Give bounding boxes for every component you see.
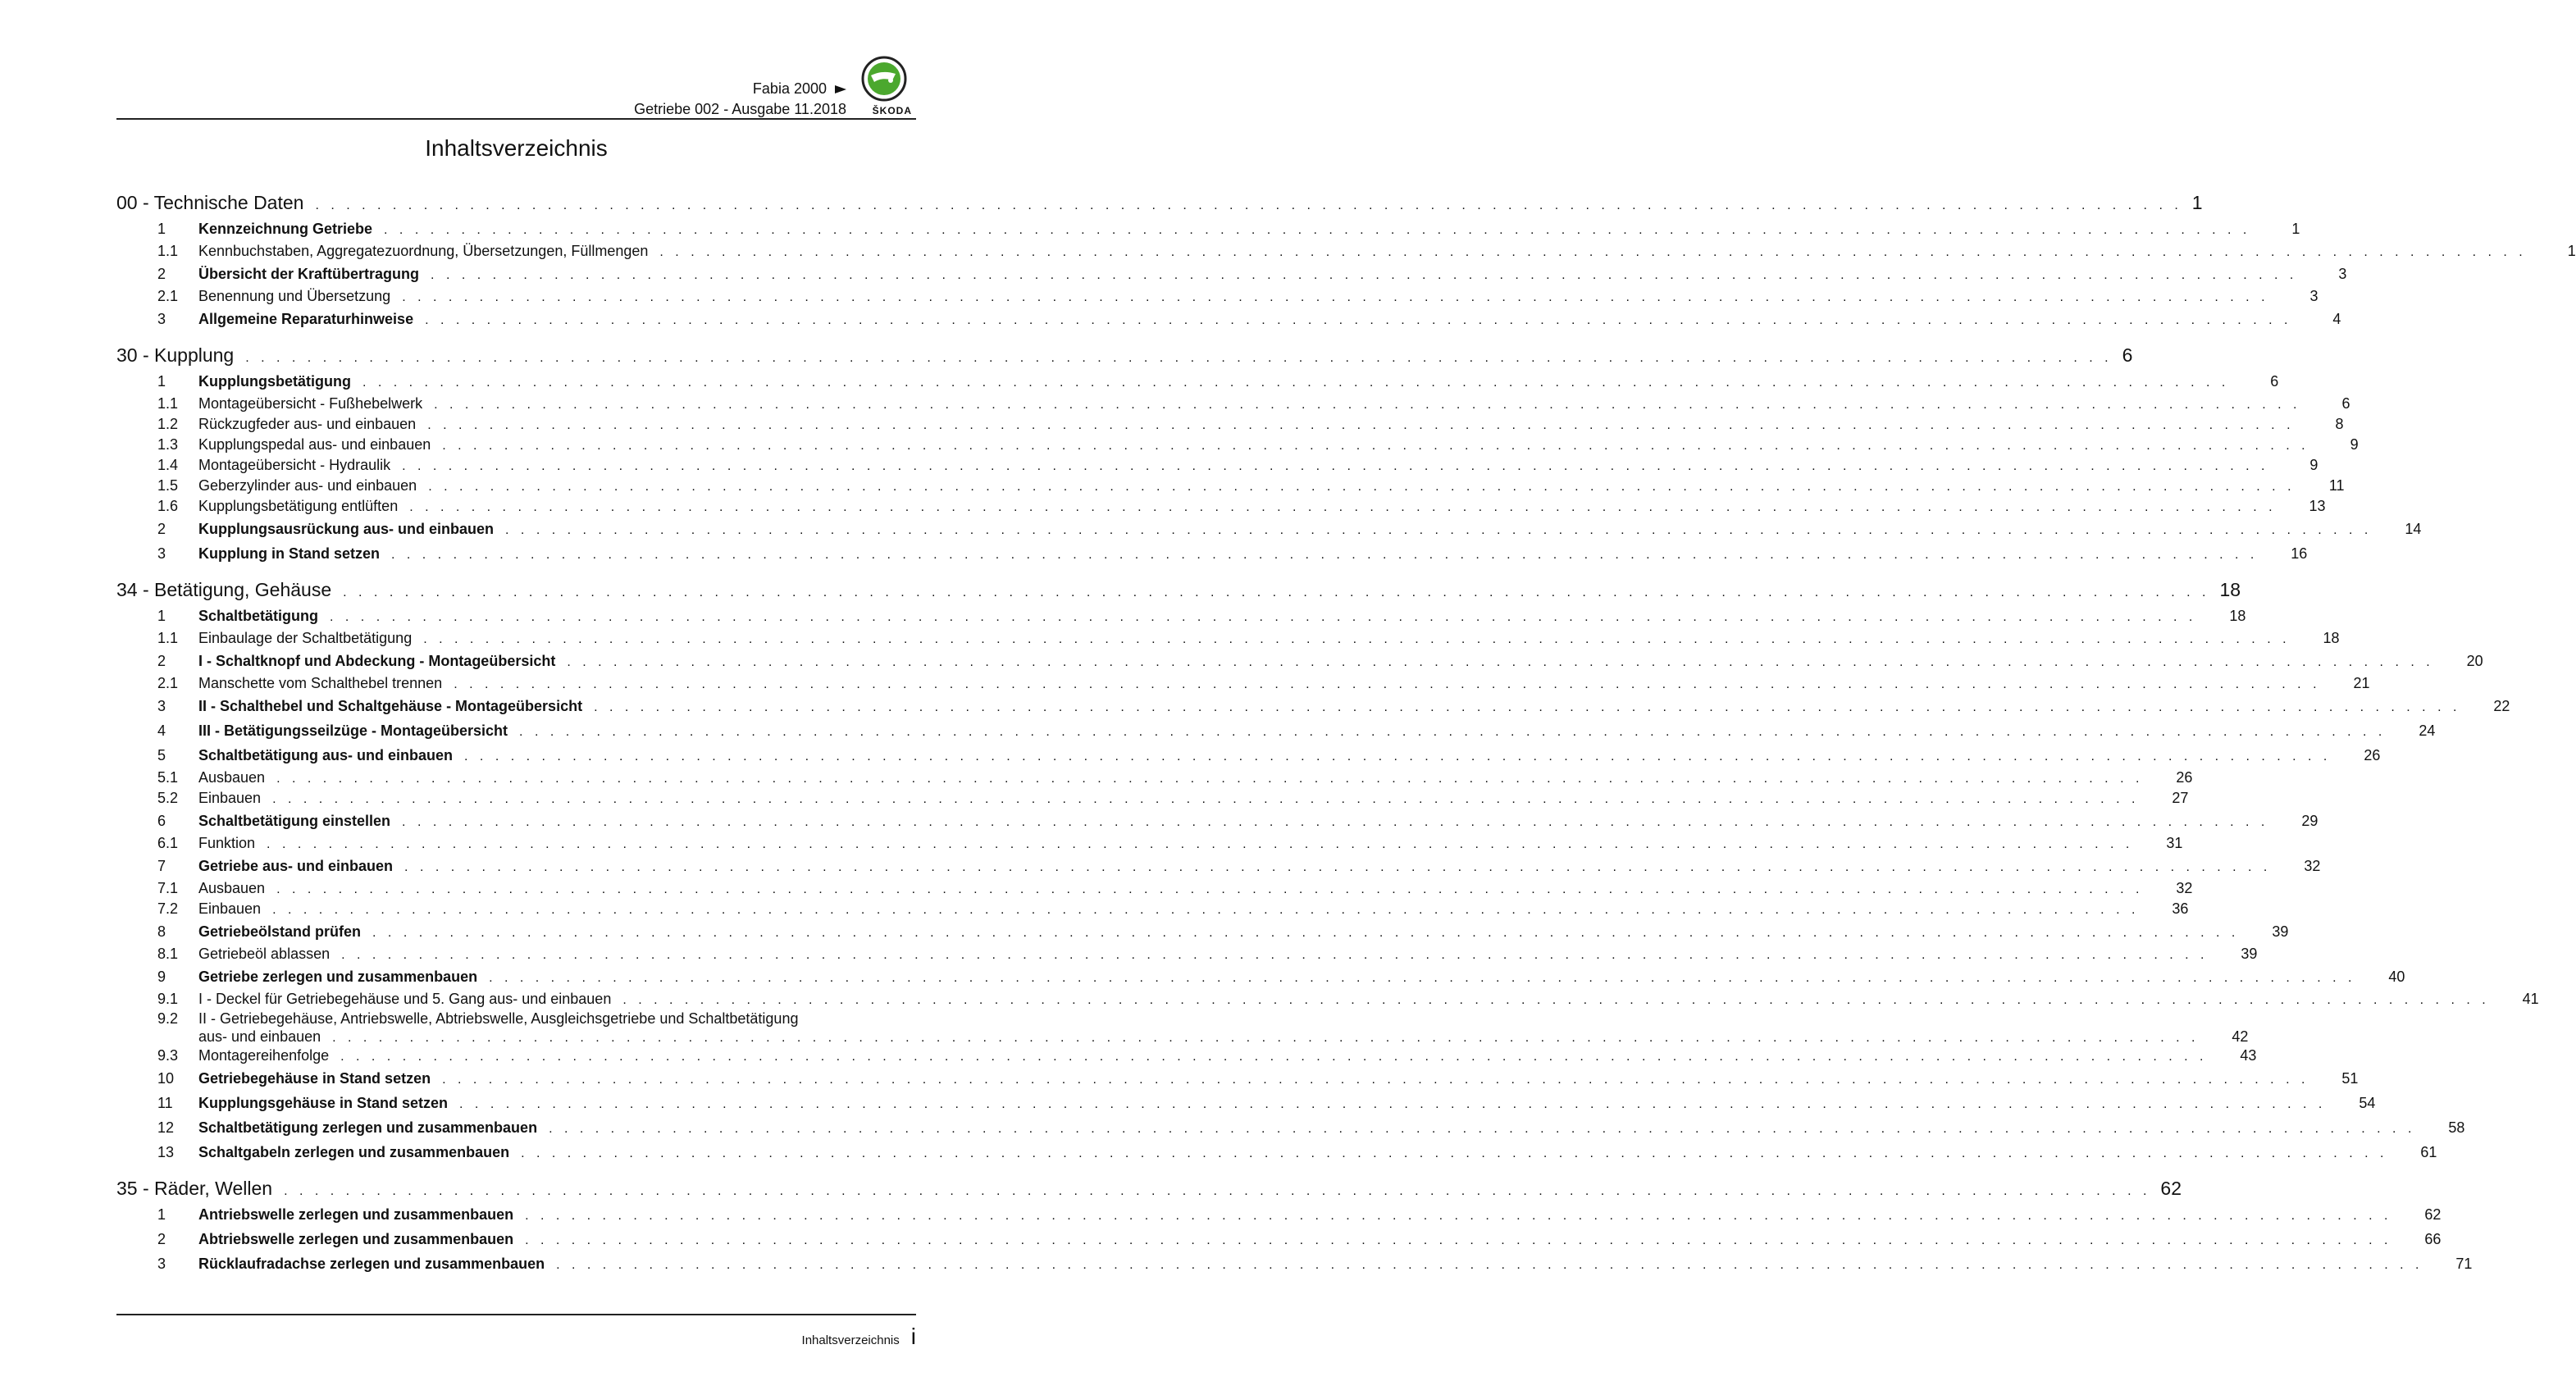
entry-label: Einbaulage der Schaltbetätigung	[198, 630, 413, 646]
toc-entry[interactable]	[116, 286, 2318, 307]
entry-number: 1.2	[157, 416, 179, 432]
toc-entry[interactable]	[116, 944, 2258, 964]
entry-number: 4	[157, 722, 166, 739]
page-title: Inhaltsverzeichnis	[425, 135, 608, 161]
entry-number: 6	[157, 813, 166, 829]
entry-label: Einbauen	[198, 900, 262, 917]
entry-page: 26	[2176, 769, 2193, 786]
entry-label: Schaltbetätigung zerlegen und zusammenbauen	[198, 1119, 538, 1136]
dot-leader	[402, 287, 2268, 308]
entry-label: Einbauen	[198, 790, 262, 806]
entry-number: 12	[157, 1119, 175, 1136]
entry-label: Schaltbetätigung	[198, 608, 319, 624]
entry-label: Schaltbetätigung aus- und einbauen	[198, 747, 454, 763]
brand-wordmark: ŠKODA	[872, 105, 912, 116]
toc-entry[interactable]	[116, 649, 2483, 673]
entry-label: Montageübersicht - Fußhebelwerk	[198, 395, 423, 412]
toc-entry[interactable]	[116, 833, 2183, 854]
dot-leader	[556, 1253, 2423, 1278]
entry-page: 14	[2405, 521, 2422, 537]
dot-leader	[362, 371, 2229, 395]
entry-label: Antriebswelle zerlegen und zusammenbauen	[198, 1206, 514, 1223]
entry-label: Getriebe aus- und einbauen	[198, 858, 394, 874]
entry-number: 1.4	[157, 457, 179, 473]
chapter-title: 35 - Räder, Wellen	[116, 1178, 273, 1199]
entry-label: Manschette vom Schalthebel trennen	[198, 675, 443, 691]
dot-leader	[521, 1142, 2387, 1166]
dot-leader	[594, 695, 2460, 720]
entry-label: III - Betätigungsseilzüge - Montageübersicht	[198, 722, 508, 739]
entry-page: 6	[2270, 373, 2279, 390]
entry-label: Kupplungsgehäuse in Stand setzen	[198, 1095, 449, 1111]
dot-leader	[431, 263, 2297, 288]
entry-label: Kupplung in Stand setzen	[198, 545, 380, 562]
entry-page: 22	[2493, 698, 2510, 714]
entry-page: 31	[2166, 835, 2183, 851]
dot-leader	[427, 415, 2294, 435]
entry-label: Ausbauen	[198, 769, 266, 786]
dot-leader	[659, 242, 2526, 262]
entry-page: 66	[2424, 1231, 2442, 1247]
entry-page: 29	[2301, 813, 2318, 829]
dot-leader	[284, 1178, 2150, 1206]
entry-label: Getriebegehäuse in Stand setzen	[198, 1070, 431, 1087]
entry-label: Benennung und Übersetzung	[198, 288, 391, 304]
dot-leader	[489, 966, 2355, 991]
entry-number: 13	[157, 1144, 175, 1160]
toc-entry[interactable]	[116, 788, 2189, 809]
dot-leader	[505, 518, 2372, 543]
dot-leader	[402, 456, 2268, 476]
toc-entry[interactable]	[116, 1251, 2473, 1276]
entry-label: Kupplungsbetätigung	[198, 373, 351, 390]
entry-number: 3	[157, 698, 166, 714]
chapter-title: 34 - Betätigung, Gehäuse	[116, 579, 332, 600]
entry-label: Getriebe zerlegen und zusammenbauen	[198, 969, 478, 985]
dot-leader	[402, 810, 2268, 835]
entry-page: 1	[2291, 221, 2300, 237]
entry-number: 1.1	[157, 243, 179, 259]
entry-page: 18	[2229, 608, 2246, 624]
entry-number: 10	[157, 1070, 175, 1087]
dot-leader	[425, 308, 2291, 333]
entry-number: 2.1	[157, 675, 179, 691]
toc-chapter[interactable]	[116, 576, 2241, 604]
toc-entry[interactable]	[116, 768, 2193, 788]
entry-number: 9	[157, 969, 166, 985]
toc-entry[interactable]	[116, 1227, 2442, 1251]
dot-leader	[519, 720, 2386, 745]
entry-page: 71	[2455, 1256, 2473, 1272]
toc-entry[interactable]	[116, 1202, 2442, 1227]
toc-entry[interactable]	[116, 809, 2318, 833]
entry-number: 2	[157, 521, 166, 537]
toc-entry[interactable]	[116, 694, 2510, 718]
entry-page: 21	[2353, 675, 2370, 691]
entry-page: 32	[2304, 858, 2321, 874]
header-subtitle: Getriebe 002 - Ausgabe 11.2018	[634, 101, 846, 117]
entry-page: 41	[2522, 991, 2539, 1007]
toc-chapter[interactable]	[116, 1174, 2182, 1202]
entry-page: 8	[2335, 416, 2344, 432]
entry-number: 3	[157, 1256, 166, 1272]
entry-page: 6	[2341, 395, 2350, 412]
toc-entry[interactable]	[116, 241, 2576, 262]
entry-page: 18	[2323, 630, 2340, 646]
entry-number: 9.3	[157, 1047, 179, 1064]
entry-number: 7.2	[157, 900, 179, 917]
entry-number: 1.3	[157, 436, 179, 453]
chapter-page: 6	[2122, 344, 2133, 366]
entry-page: 62	[2424, 1206, 2442, 1223]
entry-page: 13	[2309, 498, 2326, 514]
toc-entry[interactable]	[116, 476, 2345, 496]
page-footer	[802, 1324, 916, 1350]
entry-page: 42	[2232, 1028, 2249, 1045]
entry-page: 4	[2332, 311, 2341, 327]
dot-leader	[384, 218, 2250, 243]
entry-number: 5.2	[157, 790, 179, 806]
entry-label: Ausbauen	[198, 880, 266, 896]
skoda-logo	[855, 56, 914, 118]
entry-number: 1	[157, 1206, 166, 1223]
entry-label: Schaltbetätigung einstellen	[198, 813, 391, 829]
page-header	[116, 56, 914, 121]
toc-entry[interactable]	[116, 1010, 2249, 1046]
toc-entry[interactable]	[116, 262, 2347, 286]
entry-label: Kennbuchstaben, Aggregatezuordnung, Übersetzungen, Füllmengen	[198, 243, 649, 259]
dot-leader	[276, 768, 2143, 789]
chapter-title: 00 - Technische Daten	[116, 192, 304, 213]
entry-label: II - Getriebegehäuse, Antriebswelle, Abtriebswelle, Ausgleichsgetriebe und Schaltbetätigung	[198, 1010, 799, 1027]
entry-page: 9	[2309, 457, 2318, 473]
entry-page: 11	[2328, 477, 2345, 494]
toc-entry[interactable]	[116, 1091, 2376, 1115]
toc-entry[interactable]	[116, 743, 2381, 768]
toc-entry[interactable]	[116, 964, 2405, 989]
arrow-right-icon	[835, 85, 846, 93]
toc-entry[interactable]	[116, 673, 2370, 694]
entry-number: 8	[157, 923, 166, 940]
dot-leader	[567, 650, 2433, 675]
dot-leader	[525, 1228, 2391, 1253]
entry-label: Kennzeichnung Getriebe	[198, 221, 373, 237]
entry-page: 16	[2291, 545, 2308, 562]
toc-entry[interactable]	[116, 496, 2326, 517]
toc-chapter[interactable]	[116, 341, 2133, 369]
entry-number: 1.6	[157, 498, 179, 514]
entry-number: 2	[157, 266, 166, 282]
entry-label-continued	[198, 1028, 2209, 1047]
entry-page: 40	[2388, 969, 2405, 985]
entry-label: Montagereihenfolge	[198, 1047, 330, 1064]
dot-leader	[404, 855, 2271, 880]
entry-page: 36	[2172, 900, 2189, 917]
chapter-page: 18	[2219, 579, 2241, 600]
toc-entry[interactable]	[116, 435, 2359, 455]
toc-entry[interactable]	[116, 455, 2318, 476]
entry-number: 9.1	[157, 991, 179, 1007]
dot-leader	[549, 1117, 2415, 1142]
entry-number: 5	[157, 747, 166, 763]
entry-number: 5.1	[157, 769, 179, 786]
dot-leader	[391, 543, 2258, 567]
dot-leader	[272, 789, 2139, 809]
entry-page: 24	[2419, 722, 2436, 739]
toc-entry[interactable]	[116, 899, 2189, 919]
chapter-title: 30 - Kupplung	[116, 344, 235, 366]
entry-number: 8.1	[157, 946, 179, 962]
entry-page: 61	[2420, 1144, 2437, 1160]
toc-entry[interactable]	[116, 1066, 2359, 1091]
toc-entry[interactable]	[116, 718, 2436, 743]
dot-leader	[315, 192, 2182, 220]
entry-page: 32	[2176, 880, 2193, 896]
toc-entry[interactable]	[116, 628, 2340, 649]
entry-label: II - Schalthebel und Schaltgehäuse - Montageübersicht	[198, 698, 583, 714]
entry-label: Rücklaufradachse zerlegen und zusammenbauen	[198, 1256, 545, 1272]
dot-leader	[343, 579, 2209, 607]
entry-page: 27	[2172, 790, 2189, 806]
dot-leader	[332, 1029, 2199, 1047]
footer-divider	[116, 1314, 916, 1315]
entry-label: I - Deckel für Getriebegehäuse und 5. Gang aus- und einbauen	[198, 991, 612, 1007]
dot-leader	[622, 990, 2489, 1010]
entry-label: Kupplungsbetätigung entlüften	[198, 498, 399, 514]
entry-page: 1	[2567, 243, 2576, 259]
entry-label: Abtriebswelle zerlegen und zusammenbauen	[198, 1231, 514, 1247]
dot-leader	[464, 745, 2331, 769]
dot-leader	[276, 879, 2143, 900]
entry-page: 3	[2309, 288, 2318, 304]
dot-leader	[372, 921, 2239, 946]
entry-number: 9.2	[157, 1010, 179, 1027]
entry-number: 2.1	[157, 288, 179, 304]
header-model-line	[753, 79, 846, 99]
entry-page: 26	[2364, 747, 2381, 763]
entry-label: Getriebeölstand prüfen	[198, 923, 362, 940]
entry-page: 3	[2338, 266, 2347, 282]
dot-leader	[272, 900, 2139, 920]
entry-label: Rückzugfeder aus- und einbauen	[198, 416, 417, 432]
entry-page: 54	[2359, 1095, 2376, 1111]
toc-entry[interactable]	[116, 854, 2321, 878]
entry-label: Montageübersicht - Hydraulik	[198, 457, 391, 473]
dot-leader	[267, 834, 2133, 855]
dot-leader	[459, 1092, 2326, 1117]
entry-number: 1	[157, 221, 166, 237]
toc-entry[interactable]	[116, 1115, 2465, 1140]
dot-leader	[442, 435, 2309, 456]
entry-page: 20	[2466, 653, 2483, 669]
dot-leader	[434, 394, 2300, 415]
entry-number: 7.1	[157, 880, 179, 896]
toc-entry[interactable]	[116, 369, 2279, 394]
footer-page-number: i	[910, 1324, 916, 1349]
entry-label-block	[198, 1010, 2209, 1047]
entry-label: Allgemeine Reparaturhinweise	[198, 311, 414, 327]
entry-label: Getriebeöl ablassen	[198, 946, 331, 962]
entry-label: Kupplungsausrückung aus- und einbauen	[198, 521, 495, 537]
toc-chapter[interactable]	[116, 189, 2203, 216]
dot-leader	[442, 1068, 2309, 1092]
entry-label: Geberzylinder aus- und einbauen	[198, 477, 417, 494]
entry-number: 1	[157, 608, 166, 624]
dot-leader	[340, 1046, 2207, 1067]
entry-page: 51	[2341, 1070, 2359, 1087]
dot-leader	[525, 1204, 2391, 1228]
entry-page: 39	[2272, 923, 2289, 940]
entry-label: Kupplungspedal aus- und einbauen	[198, 436, 431, 453]
entry-page: 9	[2350, 436, 2359, 453]
chapter-page: 62	[2160, 1178, 2182, 1199]
toc-entry[interactable]	[116, 1046, 2257, 1066]
entry-page: 58	[2448, 1119, 2465, 1136]
entry-label: Funktion	[198, 835, 256, 851]
toc-entry[interactable]	[116, 604, 2246, 628]
entry-number: 1.5	[157, 477, 179, 494]
toc-entry[interactable]	[116, 216, 2300, 241]
entry-page: 39	[2241, 946, 2258, 962]
entry-number: 1.1	[157, 395, 179, 412]
toc-entry[interactable]	[116, 878, 2193, 899]
dot-leader	[330, 605, 2196, 630]
entry-number: 6.1	[157, 835, 179, 851]
toc-entry[interactable]	[116, 541, 2308, 566]
toc-entry[interactable]	[116, 414, 2344, 435]
toc-entry[interactable]	[116, 919, 2289, 944]
dot-leader	[423, 629, 2290, 649]
entry-number: 11	[157, 1095, 173, 1111]
header-divider	[116, 118, 916, 120]
header-model: Fabia 2000	[752, 80, 827, 97]
entry-number: 2	[157, 653, 166, 669]
header-text	[634, 79, 846, 120]
table-of-contents	[116, 189, 2576, 1276]
entry-number: 3	[157, 311, 166, 327]
entry-number: 3	[157, 545, 166, 562]
toc-entry[interactable]	[116, 394, 2350, 414]
entry-number: 7	[157, 858, 166, 874]
toc-entry[interactable]	[116, 1140, 2437, 1165]
entry-number: 1	[157, 373, 166, 390]
entry-number: 1.1	[157, 630, 179, 646]
toc-entry[interactable]	[116, 307, 2341, 331]
entry-number: 2	[157, 1231, 166, 1247]
footer-section: Inhaltsverzeichnis	[801, 1333, 900, 1347]
dot-leader	[245, 344, 2112, 372]
entry-label-line2: aus- und einbauen	[198, 1028, 321, 1045]
entry-label: I - Schaltknopf und Abdeckung - Montageübersicht	[198, 653, 556, 669]
dot-leader	[341, 945, 2208, 965]
toc-entry[interactable]	[116, 989, 2539, 1010]
toc-entry[interactable]	[116, 517, 2422, 541]
chapter-page: 1	[2191, 192, 2203, 213]
dot-leader	[454, 674, 2320, 695]
dot-leader	[409, 497, 2276, 517]
entry-label: Schaltgabeln zerlegen und zusammenbauen	[198, 1144, 510, 1160]
entry-label: Übersicht der Kraftübertragung	[198, 266, 420, 282]
entry-page: 43	[2240, 1047, 2257, 1064]
dot-leader	[428, 476, 2295, 497]
skoda-emblem-icon	[861, 56, 907, 102]
